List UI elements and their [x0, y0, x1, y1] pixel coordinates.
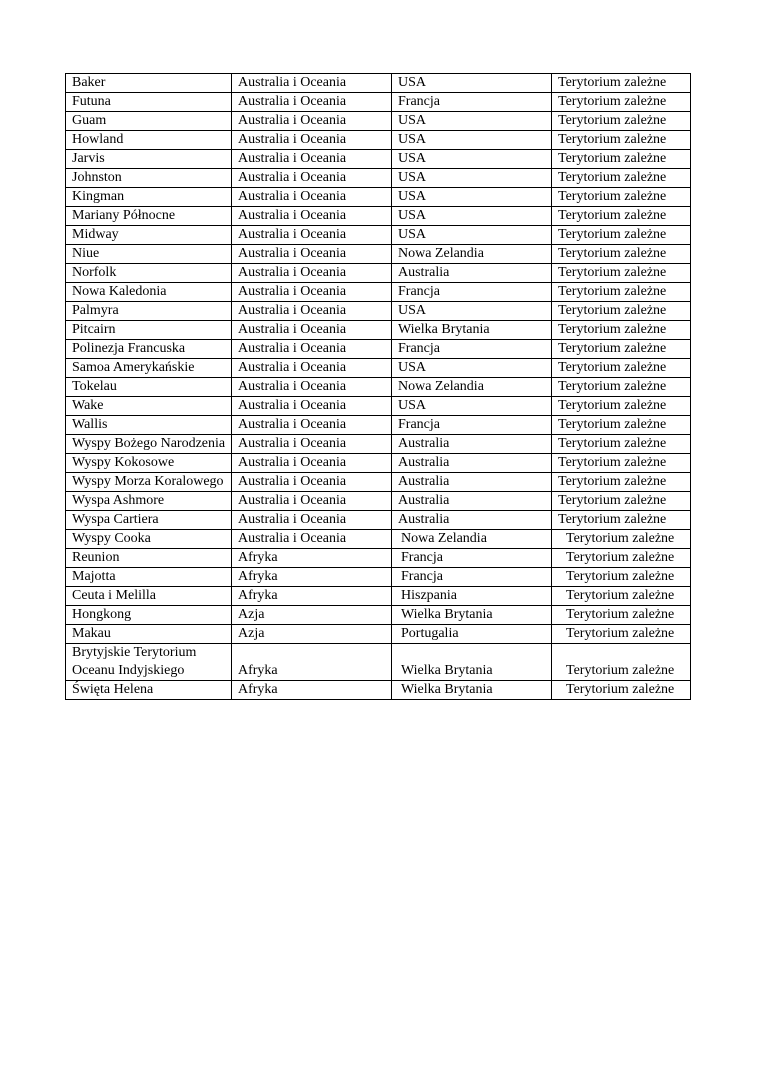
table-row — [66, 454, 691, 473]
territory-name-cell: Hongkong — [66, 606, 232, 625]
status-cell: Terytorium zależne — [552, 511, 691, 530]
status-cell: Terytorium zależne — [552, 549, 691, 568]
sovereign-state-cell: Nowa Zelandia — [392, 530, 552, 549]
territories-table-body — [66, 74, 691, 700]
territory-name-cell: Wyspa Ashmore — [66, 492, 232, 511]
sovereign-state-cell: USA — [392, 359, 552, 378]
status-cell: Terytorium zależne — [552, 397, 691, 416]
sovereign-state-cell: Australia — [392, 473, 552, 492]
table-row — [66, 644, 691, 681]
status-cell: Terytorium zależne — [552, 340, 691, 359]
status-cell: Terytorium zależne — [552, 74, 691, 93]
status-cell: Terytorium zależne — [552, 435, 691, 454]
sovereign-state-cell: USA — [392, 150, 552, 169]
continent-cell: Australia i Oceania — [232, 131, 392, 150]
territory-name-cell: Wallis — [66, 416, 232, 435]
continent-cell: Afryka — [232, 681, 392, 700]
status-cell: Terytorium zależne — [552, 625, 691, 644]
table-row — [66, 321, 691, 340]
continent-cell: Australia i Oceania — [232, 245, 392, 264]
territory-name-cell: Midway — [66, 226, 232, 245]
status-cell: Terytorium zależne — [552, 150, 691, 169]
continent-cell: Australia i Oceania — [232, 416, 392, 435]
sovereign-state-cell: Wielka Brytania — [392, 681, 552, 700]
status-cell: Terytorium zależne — [552, 112, 691, 131]
sovereign-state-cell: USA — [392, 302, 552, 321]
table-row — [66, 435, 691, 454]
table-row — [66, 93, 691, 112]
territory-name-cell: Wake — [66, 397, 232, 416]
continent-cell: Australia i Oceania — [232, 473, 392, 492]
territory-name-cell: Kingman — [66, 188, 232, 207]
status-cell: Terytorium zależne — [552, 188, 691, 207]
sovereign-state-cell: Hiszpania — [392, 587, 552, 606]
table-row — [66, 568, 691, 587]
continent-cell: Afryka — [232, 568, 392, 587]
table-row — [66, 378, 691, 397]
table-row — [66, 416, 691, 435]
continent-cell: Australia i Oceania — [232, 340, 392, 359]
sovereign-state-cell: Wielka Brytania — [392, 644, 552, 681]
sovereign-state-cell: USA — [392, 226, 552, 245]
territory-name-cell: Wyspy Bożego Narodzenia — [66, 435, 232, 454]
table-row — [66, 681, 691, 700]
table-row — [66, 492, 691, 511]
table-row — [66, 606, 691, 625]
continent-cell: Australia i Oceania — [232, 492, 392, 511]
table-row — [66, 207, 691, 226]
status-cell: Terytorium zależne — [552, 644, 691, 681]
territory-name-cell: Wyspa Cartiera — [66, 511, 232, 530]
territories-table-container — [65, 73, 691, 700]
territory-name-cell: Reunion — [66, 549, 232, 568]
territory-name-cell: Samoa Amerykańskie — [66, 359, 232, 378]
continent-cell: Australia i Oceania — [232, 112, 392, 131]
continent-cell: Australia i Oceania — [232, 378, 392, 397]
territory-name-cell: Palmyra — [66, 302, 232, 321]
status-cell: Terytorium zależne — [552, 359, 691, 378]
territory-name-cell: Jarvis — [66, 150, 232, 169]
territory-name-cell: Pitcairn — [66, 321, 232, 340]
continent-cell: Australia i Oceania — [232, 188, 392, 207]
continent-cell: Australia i Oceania — [232, 530, 392, 549]
continent-cell: Australia i Oceania — [232, 74, 392, 93]
status-cell: Terytorium zależne — [552, 587, 691, 606]
status-cell: Terytorium zależne — [552, 454, 691, 473]
territory-name-cell: Futuna — [66, 93, 232, 112]
table-row — [66, 131, 691, 150]
sovereign-state-cell: Australia — [392, 264, 552, 283]
table-row — [66, 625, 691, 644]
continent-cell: Australia i Oceania — [232, 169, 392, 188]
territory-name-cell: Wyspy Cooka — [66, 530, 232, 549]
sovereign-state-cell: USA — [392, 74, 552, 93]
territories-table — [65, 73, 691, 700]
territory-name-cell: Wyspy Kokosowe — [66, 454, 232, 473]
continent-cell: Australia i Oceania — [232, 397, 392, 416]
continent-cell: Australia i Oceania — [232, 226, 392, 245]
table-row — [66, 188, 691, 207]
territory-name-cell: Ceuta i Melilla — [66, 587, 232, 606]
status-cell: Terytorium zależne — [552, 207, 691, 226]
continent-cell: Australia i Oceania — [232, 511, 392, 530]
territory-name-cell: Polinezja Francuska — [66, 340, 232, 359]
status-cell: Terytorium zależne — [552, 530, 691, 549]
status-cell: Terytorium zależne — [552, 93, 691, 112]
status-cell: Terytorium zależne — [552, 681, 691, 700]
status-cell: Terytorium zależne — [552, 321, 691, 340]
sovereign-state-cell: USA — [392, 397, 552, 416]
sovereign-state-cell: USA — [392, 131, 552, 150]
sovereign-state-cell: USA — [392, 207, 552, 226]
territory-name-cell: Tokelau — [66, 378, 232, 397]
territory-name-cell: Johnston — [66, 169, 232, 188]
sovereign-state-cell: Wielka Brytania — [392, 606, 552, 625]
territory-name-cell: Makau — [66, 625, 232, 644]
continent-cell: Azja — [232, 625, 392, 644]
sovereign-state-cell: Australia — [392, 511, 552, 530]
status-cell: Terytorium zależne — [552, 131, 691, 150]
sovereign-state-cell: Francja — [392, 416, 552, 435]
status-cell: Terytorium zależne — [552, 378, 691, 397]
territory-name-cell: Baker — [66, 74, 232, 93]
sovereign-state-cell: USA — [392, 169, 552, 188]
continent-cell: Australia i Oceania — [232, 302, 392, 321]
continent-cell: Afryka — [232, 587, 392, 606]
sovereign-state-cell: USA — [392, 188, 552, 207]
table-row — [66, 359, 691, 378]
table-row — [66, 245, 691, 264]
sovereign-state-cell: Francja — [392, 549, 552, 568]
table-row — [66, 473, 691, 492]
table-row — [66, 264, 691, 283]
sovereign-state-cell: Nowa Zelandia — [392, 245, 552, 264]
territory-name-cell: Nowa Kaledonia — [66, 283, 232, 302]
sovereign-state-cell: Francja — [392, 568, 552, 587]
continent-cell: Australia i Oceania — [232, 435, 392, 454]
continent-cell: Australia i Oceania — [232, 321, 392, 340]
sovereign-state-cell: Australia — [392, 492, 552, 511]
table-row — [66, 283, 691, 302]
sovereign-state-cell: Australia — [392, 454, 552, 473]
status-cell: Terytorium zależne — [552, 302, 691, 321]
sovereign-state-cell: Francja — [392, 93, 552, 112]
territory-name-cell: Norfolk — [66, 264, 232, 283]
sovereign-state-cell: Portugalia — [392, 625, 552, 644]
table-row — [66, 530, 691, 549]
status-cell: Terytorium zależne — [552, 245, 691, 264]
territory-name-cell: Święta Helena — [66, 681, 232, 700]
sovereign-state-cell: Australia — [392, 435, 552, 454]
table-row — [66, 112, 691, 131]
continent-cell: Australia i Oceania — [232, 207, 392, 226]
table-row — [66, 587, 691, 606]
sovereign-state-cell: Francja — [392, 283, 552, 302]
territory-name-cell: Guam — [66, 112, 232, 131]
continent-cell: Australia i Oceania — [232, 454, 392, 473]
table-row — [66, 511, 691, 530]
continent-cell: Australia i Oceania — [232, 150, 392, 169]
continent-cell: Australia i Oceania — [232, 93, 392, 112]
continent-cell: Australia i Oceania — [232, 283, 392, 302]
continent-cell: Australia i Oceania — [232, 264, 392, 283]
sovereign-state-cell: USA — [392, 112, 552, 131]
territory-name-cell: Niue — [66, 245, 232, 264]
table-row — [66, 549, 691, 568]
table-row — [66, 169, 691, 188]
status-cell: Terytorium zależne — [552, 473, 691, 492]
status-cell: Terytorium zależne — [552, 169, 691, 188]
table-row — [66, 340, 691, 359]
continent-cell: Afryka — [232, 644, 392, 681]
status-cell: Terytorium zależne — [552, 283, 691, 302]
continent-cell: Australia i Oceania — [232, 359, 392, 378]
continent-cell: Afryka — [232, 549, 392, 568]
sovereign-state-cell: Nowa Zelandia — [392, 378, 552, 397]
territory-name-cell: Mariany Północne — [66, 207, 232, 226]
territory-name-cell: Howland — [66, 131, 232, 150]
status-cell: Terytorium zależne — [552, 226, 691, 245]
table-row — [66, 397, 691, 416]
status-cell: Terytorium zależne — [552, 492, 691, 511]
territory-name-cell: Wyspy Morza Koralowego — [66, 473, 232, 492]
table-row — [66, 226, 691, 245]
status-cell: Terytorium zależne — [552, 264, 691, 283]
territory-name-cell: Brytyjskie Terytorium Oceanu Indyjskiego — [66, 644, 232, 681]
territory-name-cell: Majotta — [66, 568, 232, 587]
sovereign-state-cell: Wielka Brytania — [392, 321, 552, 340]
status-cell: Terytorium zależne — [552, 568, 691, 587]
status-cell: Terytorium zależne — [552, 606, 691, 625]
table-row — [66, 74, 691, 93]
continent-cell: Azja — [232, 606, 392, 625]
status-cell: Terytorium zależne — [552, 416, 691, 435]
table-row — [66, 150, 691, 169]
sovereign-state-cell: Francja — [392, 340, 552, 359]
table-row — [66, 302, 691, 321]
